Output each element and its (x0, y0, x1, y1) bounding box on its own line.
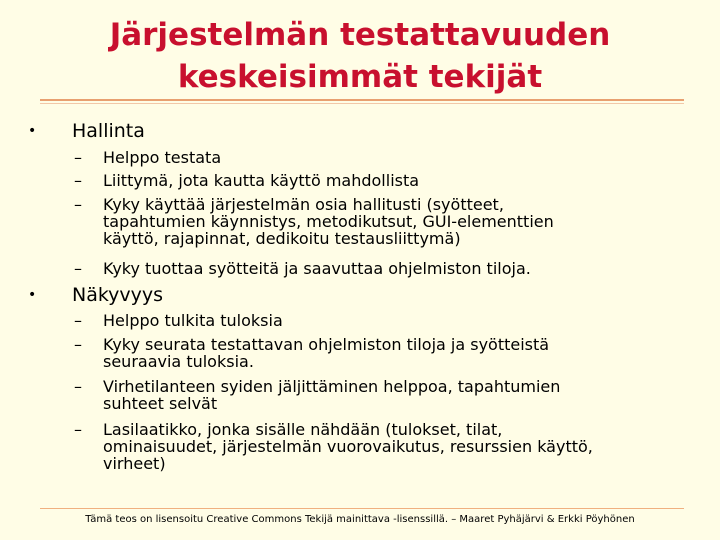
list-item-text: Virhetilanteen syiden jäljittäminen helppoa, tapahtumien suhteet selvät (103, 377, 561, 413)
list-item-text: Lasilaatikko, jonka sisälle nähdään (tulokset, tilat, ominaisuudet, järjestelmän vuorovaikutus, resurssien käyttö, virheet) (103, 420, 593, 473)
title-divider-secondary (40, 103, 684, 104)
list-item-text: Kyky seurata testattavan ohjelmiston tiloja ja syötteistä seuraavia tuloksia. (103, 335, 550, 371)
dash-icon: – (74, 195, 82, 214)
footer-license: Tämä teos on lisensoitu Creative Commons Tekijä mainittava -lisenssillä. – Maaret Pyhäjärvi & Erkki Pöyhönen (85, 514, 635, 525)
slide-title-line-2: keskeisimmät tekijät (177, 59, 543, 95)
dash-icon: – (74, 420, 82, 439)
dash-icon: – (74, 377, 82, 396)
list-item-text: Liittymä, jota kautta käyttö mahdollista (103, 171, 420, 190)
section-heading-label: Hallinta (72, 120, 145, 142)
dash-icon: – (74, 311, 82, 330)
list-item-text: Helppo testata (103, 148, 222, 167)
dash-icon: – (74, 171, 82, 190)
title-divider (40, 99, 684, 101)
list-item-text: Kyky käyttää järjestelmän osia hallitusti (syötteet, tapahtumien käynnistys, metodikutsut, GUI-elementtien käyttö, rajapinnat, dedikoitu testausliittymä) (103, 195, 554, 248)
dash-icon: – (74, 259, 82, 278)
slide-title (0, 14, 720, 98)
dash-icon: – (74, 335, 82, 354)
dash-icon: – (74, 148, 82, 167)
section-heading-label: Näkyvyys (72, 284, 164, 306)
list-item-text: Helppo tulkita tuloksia (103, 311, 283, 330)
footer-divider (40, 508, 684, 509)
bullet-icon: • (28, 287, 37, 303)
bullet-icon: • (28, 123, 37, 139)
list-item-text: Kyky tuottaa syötteitä ja saavuttaa ohjelmiston tiloja. (103, 259, 531, 278)
slide-title-line-1: Järjestelmän testattavuuden (109, 17, 611, 53)
